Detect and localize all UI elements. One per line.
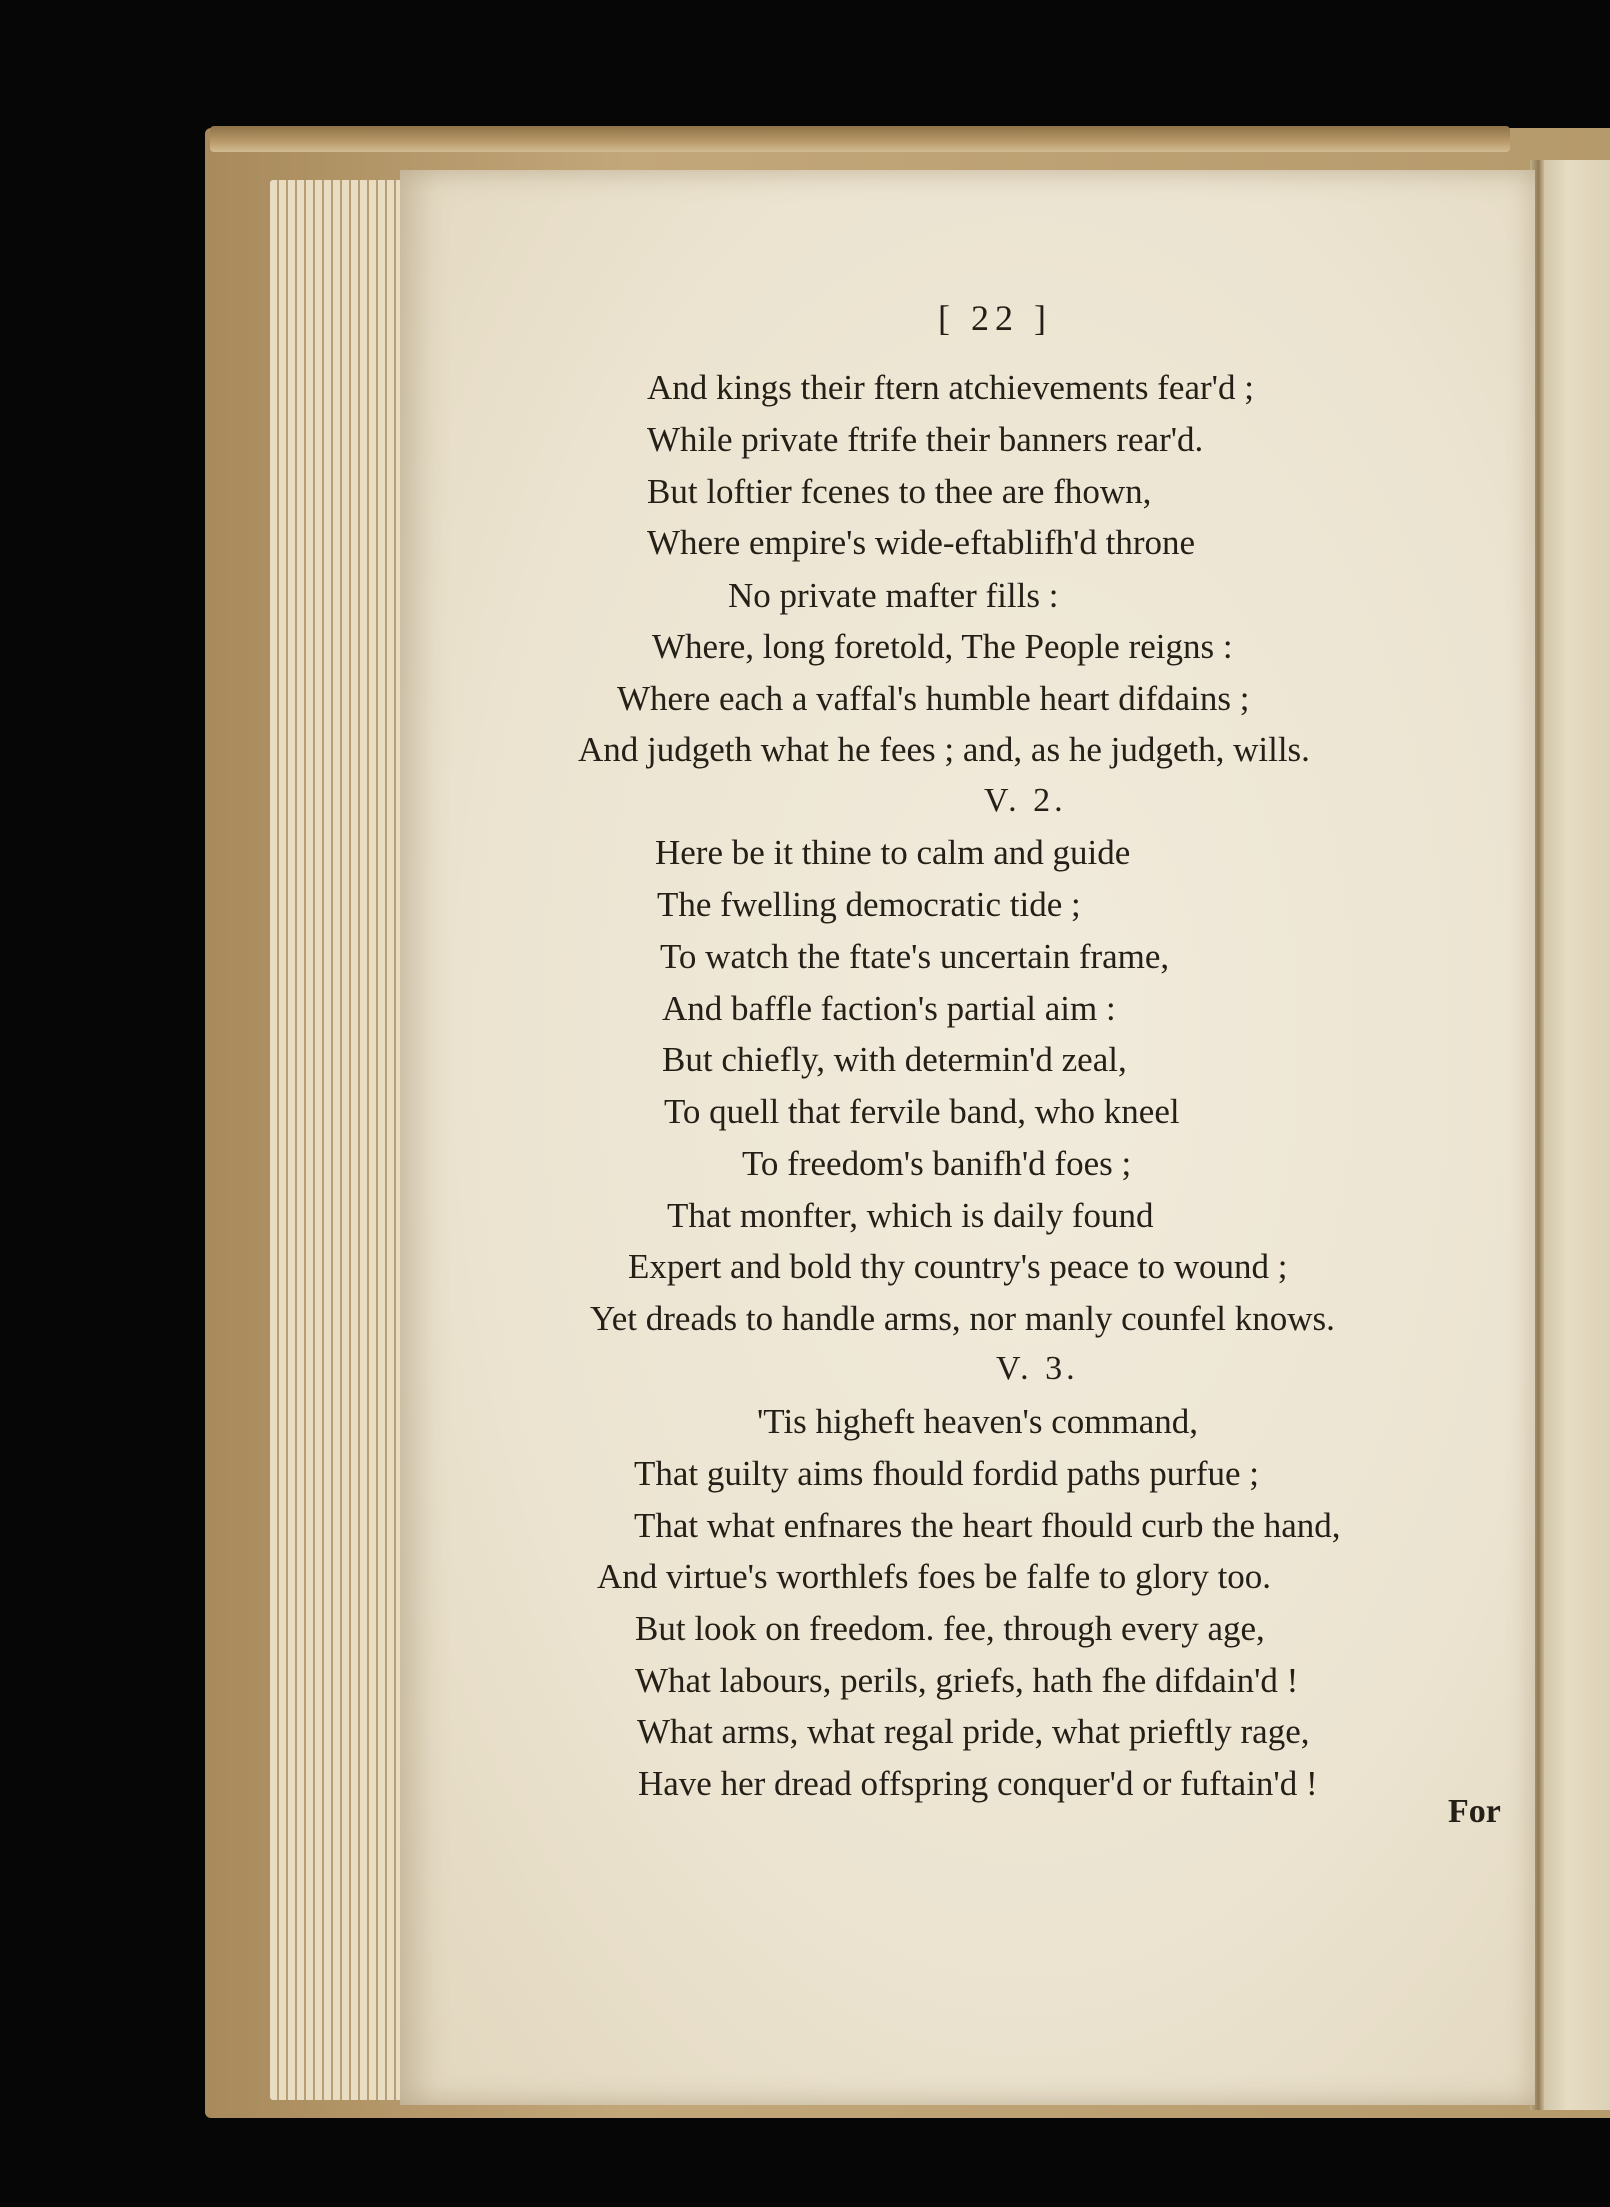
poem-line: And baffle faction's partial aim : xyxy=(662,989,1116,1028)
poem-line: But loftier fcenes to thee are fhown, xyxy=(647,472,1152,511)
poem-line: That guilty aims fhould fordid paths purfue ; xyxy=(634,1454,1260,1493)
cover-top-edge xyxy=(210,126,1510,152)
poem-line: To quell that fervile band, who kneel xyxy=(664,1092,1180,1131)
poem-line: But chiefly, with determin'd zeal, xyxy=(662,1040,1127,1079)
stanza-heading: V. 2. xyxy=(984,782,1067,819)
poem-line: To watch the ftate's uncertain frame, xyxy=(660,937,1170,976)
poem-line: That what enfnares the heart fhould curb the hand, xyxy=(634,1506,1341,1545)
poem-line: What arms, what regal pride, what prieftly rage, xyxy=(637,1712,1310,1751)
poem-line: And kings their ftern atchievements fear'd ; xyxy=(647,368,1254,407)
poem-line: While private ftrife their banners rear'd. xyxy=(647,420,1204,459)
poem-line: The fwelling democratic tide ; xyxy=(657,885,1081,924)
poem-line: Yet dreads to handle arms, nor manly counfel knows. xyxy=(590,1299,1335,1338)
poem-line: Have her dread offspring conquer'd or fuftain'd ! xyxy=(638,1764,1318,1803)
poem-line: And judgeth what he fees ; and, as he judgeth, wills. xyxy=(578,730,1310,769)
stanza-heading: V. 3. xyxy=(996,1350,1079,1387)
poem-line: That monfter, which is daily found xyxy=(667,1196,1154,1235)
page-edges xyxy=(270,180,410,2100)
poem-line: Where, long foretold, The People reigns : xyxy=(652,627,1233,666)
poem-line: Where each a vaffal's humble heart difdains ; xyxy=(617,679,1250,718)
poem-line: Where empire's wide-eftablifh'd throne xyxy=(647,523,1196,562)
facing-page xyxy=(1540,160,1610,2110)
poem-line: And virtue's worthlefs foes be falfe to glory too. xyxy=(597,1557,1272,1596)
poem-line: But look on freedom. fee, through every age, xyxy=(635,1609,1265,1648)
poem-line: 'Tis higheft heaven's command, xyxy=(757,1402,1198,1441)
poem-line: Here be it thine to calm and guide xyxy=(655,833,1131,872)
poem-line: What labours, perils, griefs, hath fhe difdain'd ! xyxy=(635,1661,1299,1700)
poem-line: Expert and bold thy country's peace to wound ; xyxy=(628,1247,1288,1286)
poem-line: No private mafter fills : xyxy=(728,576,1059,615)
poem-line: To freedom's banifh'd foes ; xyxy=(742,1144,1132,1183)
book-page xyxy=(400,170,1535,2105)
page-number: [ 22 ] xyxy=(938,298,1052,338)
catchword: For xyxy=(1448,1793,1501,1830)
